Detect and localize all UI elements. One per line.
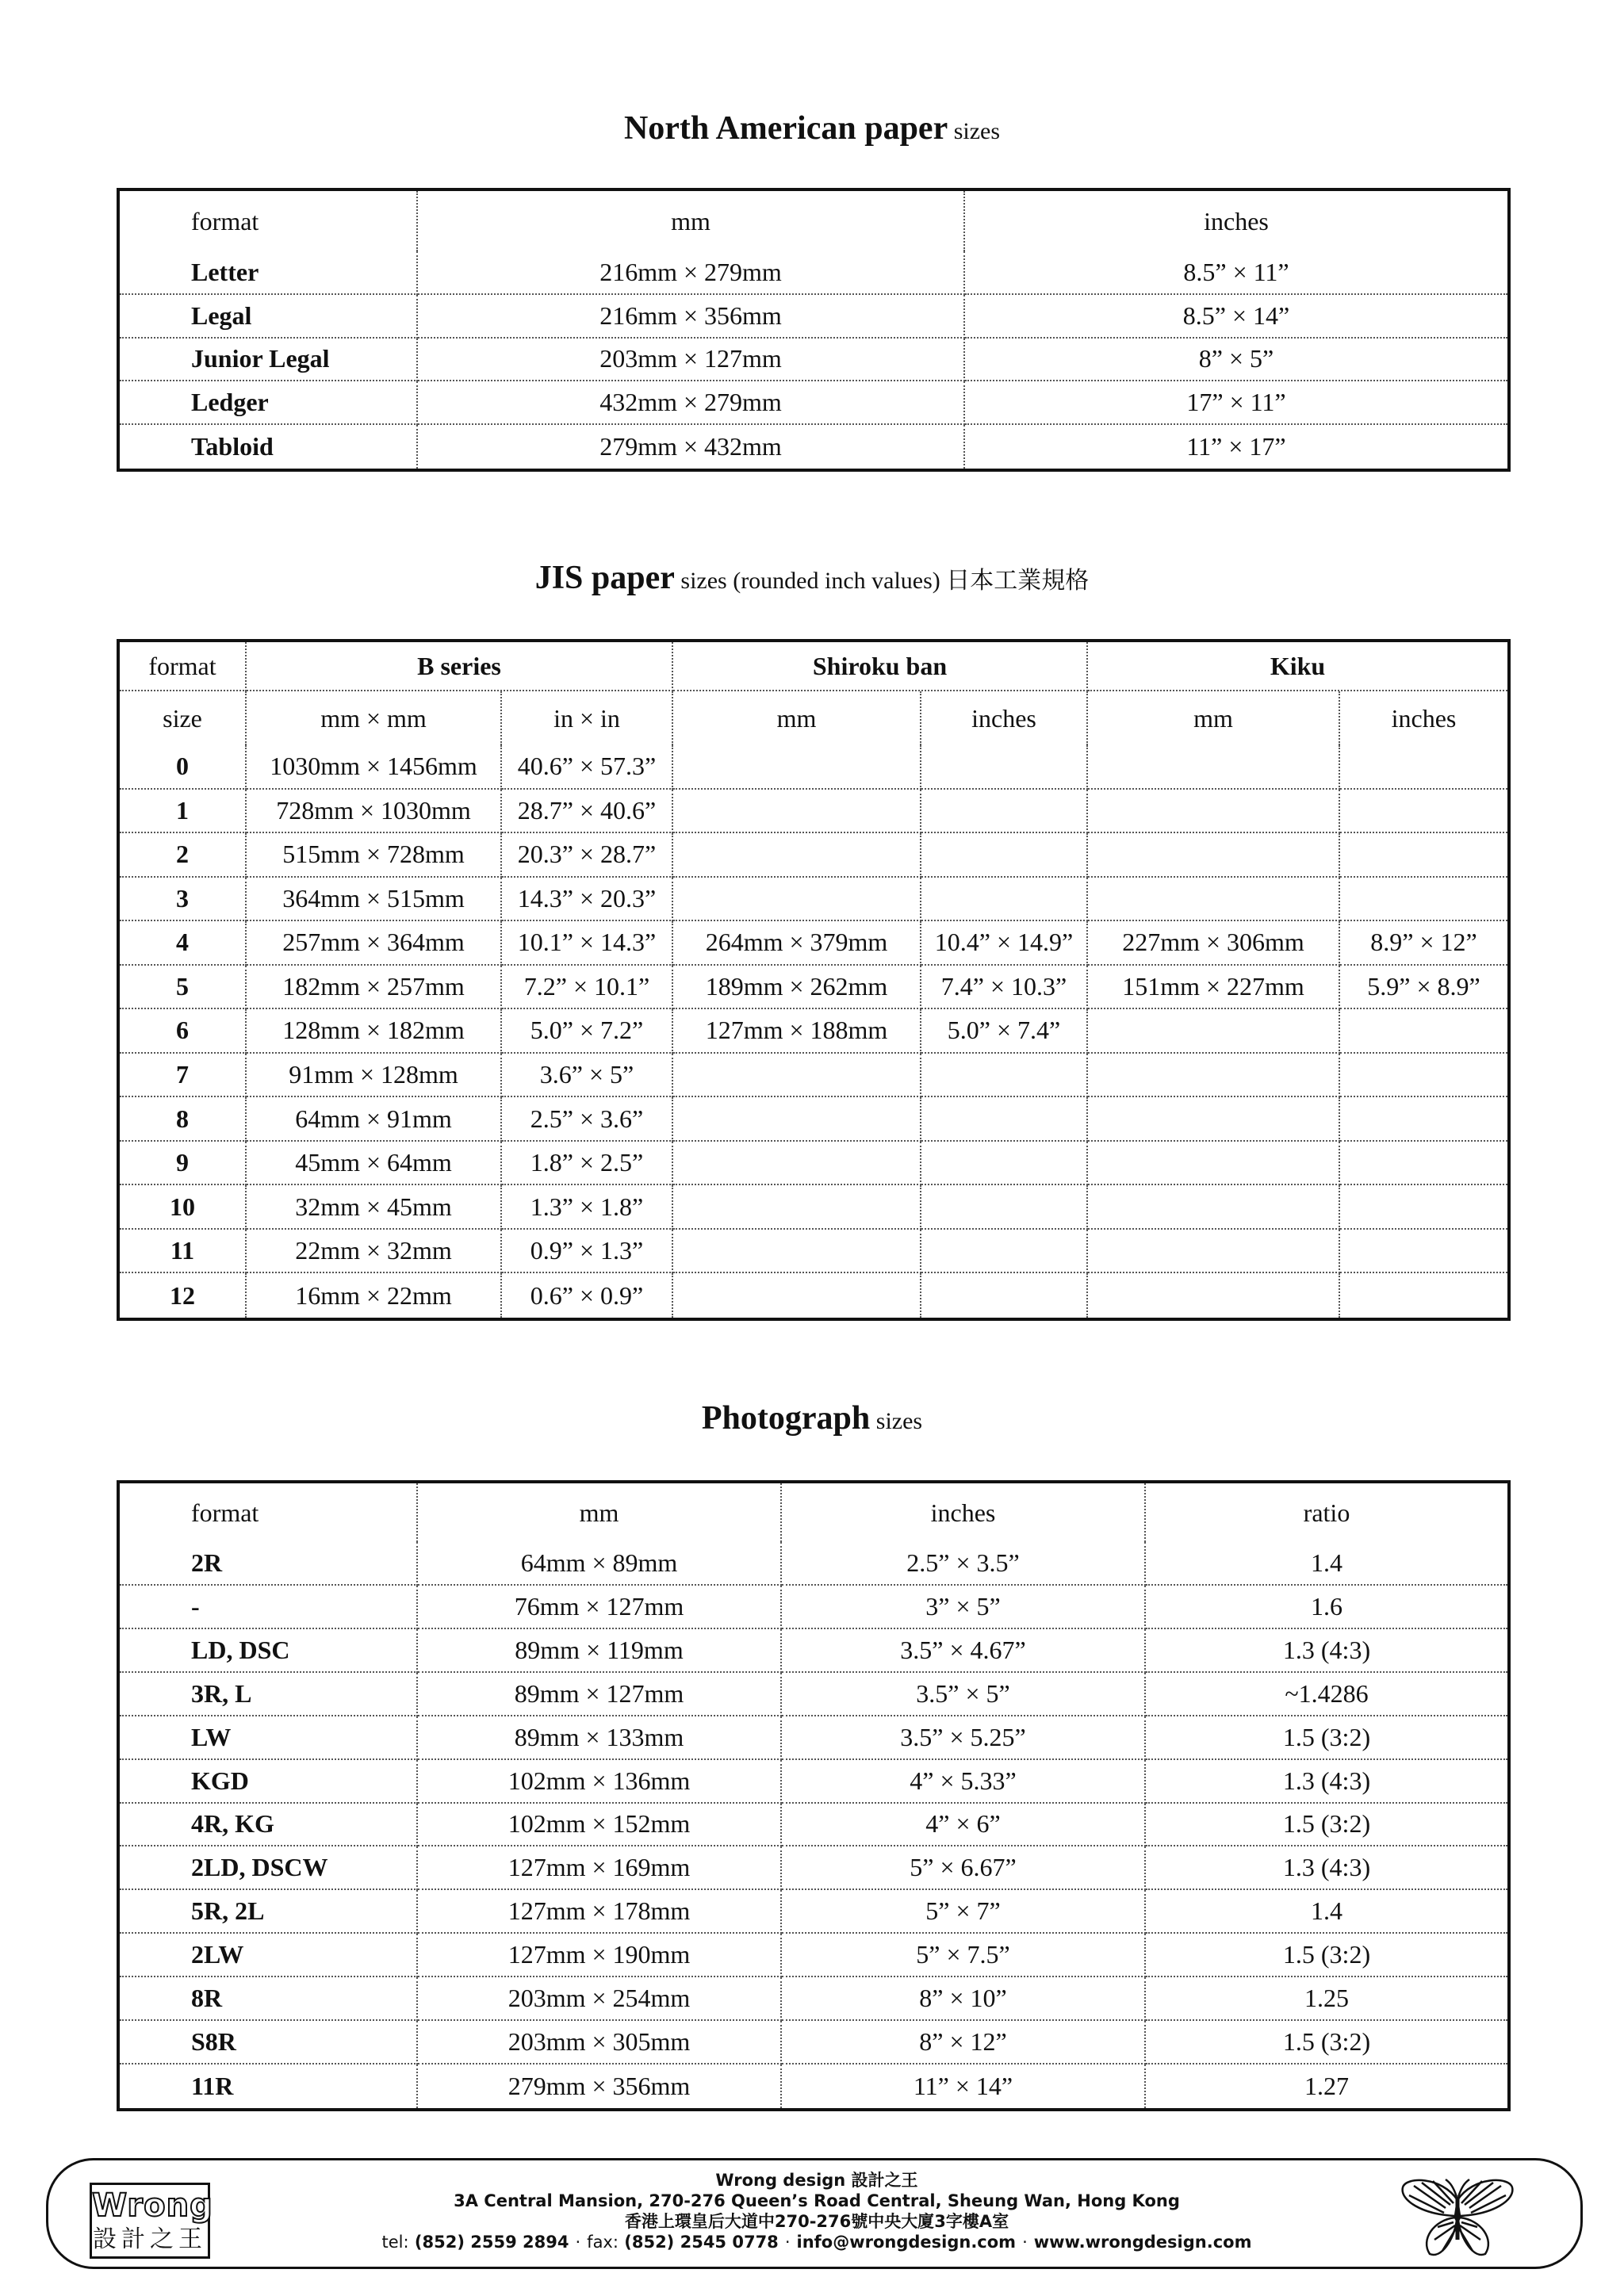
jis-group-header: format (120, 642, 247, 691)
photo-format-cell: KGD (120, 1760, 418, 1804)
jis-value-cell: 189mm × 262mm (673, 966, 921, 1010)
photo-format-cell: 3R, L (120, 1673, 418, 1716)
jis-sub-header: in × in (502, 691, 673, 745)
photo-value-cell: 1.4 (1146, 1890, 1507, 1934)
photo-value-cell: 203mm × 254mm (418, 1977, 782, 2021)
photo-format-cell: - (120, 1586, 418, 1629)
jis-size-cell: 12 (120, 1273, 247, 1318)
jis-value-cell (1340, 878, 1507, 922)
tel-number: (852) 2559 2894 (414, 2233, 569, 2252)
photo-title-suffix: sizes (870, 1408, 923, 1434)
jis-value-cell (673, 790, 921, 834)
jis-group-header: Shiroku ban (673, 642, 1088, 691)
jis-sub-header: mm (673, 691, 921, 745)
na-value-cell: 8” × 5” (965, 339, 1507, 382)
jis-value-cell (673, 1185, 921, 1230)
jis-size-cell: 0 (120, 745, 247, 790)
jis-value-cell: 128mm × 182mm (247, 1009, 502, 1054)
na-value-cell: 203mm × 127mm (418, 339, 965, 382)
jis-value-cell (1088, 1230, 1340, 1274)
jis-value-cell: 45mm × 64mm (247, 1142, 502, 1186)
jis-value-cell: 1.3” × 1.8” (502, 1185, 673, 1230)
photo-value-cell: 127mm × 190mm (418, 1934, 782, 1977)
footer (46, 2158, 1583, 2269)
na-value-cell: 8.5” × 14” (965, 295, 1507, 339)
jis-value-cell: 14.3” × 20.3” (502, 878, 673, 922)
photo-value-cell: 5” × 7.5” (782, 1934, 1146, 1977)
jis-value-cell: 64mm × 91mm (247, 1097, 502, 1142)
jis-value-cell (1340, 1230, 1507, 1274)
jis-value-cell (921, 1142, 1088, 1186)
jis-sub-header: mm (1088, 691, 1340, 745)
photo-header-cell: inches (782, 1483, 1146, 1542)
jis-sub-header: inches (1391, 703, 1457, 733)
na-format-cell: Letter (120, 251, 418, 295)
photo-header-cell: format (120, 1483, 418, 1542)
jis-sub-header: mm × mm (247, 691, 502, 745)
jis-value-cell (1340, 1009, 1507, 1054)
company-name: Wrong design 設計之王 (715, 2171, 918, 2190)
photo-title-main: Photograph (701, 1400, 871, 1437)
photo-value-cell: 89mm × 119mm (418, 1629, 782, 1673)
photo-value-cell: 3.5” × 4.67” (782, 1629, 1146, 1673)
photo-format-cell: 2LW (120, 1934, 418, 1977)
jis-value-cell: 16mm × 22mm (247, 1273, 502, 1318)
photo-format-cell: 4R, KG (120, 1804, 418, 1847)
jis-value-cell: 515mm × 728mm (247, 833, 502, 878)
jis-value-cell: 10.1” × 14.3” (502, 921, 673, 966)
jis-value-cell (673, 745, 921, 790)
photo-value-cell: 3.5” × 5.25” (782, 1716, 1146, 1760)
na-value-cell: 17” × 11” (965, 381, 1507, 425)
photo-value-cell: 4” × 6” (782, 1804, 1146, 1847)
jis-value-cell: 20.3” × 28.7” (502, 833, 673, 878)
jis-value-cell (1088, 1185, 1340, 1230)
jis-value-cell: 2.5” × 3.6” (502, 1097, 673, 1142)
photo-format-cell: LD, DSC (120, 1629, 418, 1673)
na-header-cell: inches (1204, 206, 1269, 235)
jis-size-cell: 7 (120, 1054, 247, 1098)
jis-value-cell: 1.8” × 2.5” (502, 1142, 673, 1186)
jis-value-cell (1088, 745, 1340, 790)
jis-value-cell: 32mm × 45mm (247, 1185, 502, 1230)
photo-value-cell: 89mm × 133mm (418, 1716, 782, 1760)
photo-format-cell: 5R, 2L (120, 1890, 418, 1934)
jis-size-cell: 3 (120, 878, 247, 922)
jis-value-cell: 127mm × 188mm (673, 1009, 921, 1054)
jis-value-cell: 151mm × 227mm (1088, 966, 1340, 1010)
photo-title (0, 1399, 1624, 1437)
photo-format-cell: 2LD, DSCW (120, 1846, 418, 1890)
jis-value-cell (1340, 1142, 1507, 1186)
photo-value-cell: 102mm × 152mm (418, 1804, 782, 1847)
na-value-cell: 432mm × 279mm (418, 381, 965, 425)
na-value-cell: 216mm × 279mm (418, 251, 965, 295)
photo-value-cell: 1.5 (3:2) (1146, 1716, 1507, 1760)
photo-value-cell: 89mm × 127mm (418, 1673, 782, 1716)
photo-value-cell: 1.5 (3:2) (1146, 1934, 1507, 1977)
jis-value-cell: 7.4” × 10.3” (921, 966, 1088, 1010)
jis-value-cell: 10.4” × 14.9” (921, 921, 1088, 966)
address-chinese: 香港上環皇后大道中270-276號中央大廈3字樓A室 (624, 2212, 1009, 2231)
jis-value-cell (1088, 1273, 1340, 1318)
photo-value-cell: 1.5 (3:2) (1146, 2021, 1507, 2064)
photo-value-cell: 1.3 (4:3) (1146, 1846, 1507, 1890)
photo-value-cell: 203mm × 305mm (418, 2021, 782, 2064)
photo-value-cell: ~1.4286 (1146, 1673, 1507, 1716)
photo-value-cell: 127mm × 178mm (418, 1890, 782, 1934)
photo-header-cell: ratio (1303, 1498, 1350, 1527)
photo-value-cell: 76mm × 127mm (418, 1586, 782, 1629)
jis-value-cell (1088, 1054, 1340, 1098)
jis-value-cell (1340, 790, 1507, 834)
jis-value-cell (921, 833, 1088, 878)
photo-value-cell: 102mm × 136mm (418, 1760, 782, 1804)
photo-value-cell: 1.25 (1146, 1977, 1507, 2021)
jis-value-cell (921, 1054, 1088, 1098)
photo-format-cell: 2R (120, 1542, 418, 1586)
jis-value-cell (921, 1230, 1088, 1274)
jis-size-cell: 6 (120, 1009, 247, 1054)
photo-value-cell: 1.3 (4:3) (1146, 1760, 1507, 1804)
jis-value-cell: 0.9” × 1.3” (502, 1230, 673, 1274)
jis-value-cell: 5.9” × 8.9” (1340, 966, 1507, 1010)
jis-size-cell: 10 (120, 1185, 247, 1230)
jis-size-cell: 5 (120, 966, 247, 1010)
photo-value-cell: 5” × 7” (782, 1890, 1146, 1934)
jis-value-cell (1340, 1097, 1507, 1142)
jis-size-cell: 1 (120, 790, 247, 834)
jis-value-cell: 257mm × 364mm (247, 921, 502, 966)
na-header-cell: mm (418, 191, 965, 251)
fax-label: fax: (587, 2233, 619, 2252)
jis-size-cell: 11 (120, 1230, 247, 1274)
contact-line: tel: (852) 2559 2894 · fax: (852) 2545 0778 · info@wrongdesign.com · www.wrongdesign.com (381, 2233, 1252, 2252)
jis-value-cell: 22mm × 32mm (247, 1230, 502, 1274)
fax-number: (852) 2545 0778 (624, 2233, 779, 2252)
jis-value-cell: 227mm × 306mm (1088, 921, 1340, 966)
jis-value-cell (1088, 1097, 1340, 1142)
na-value-cell: 8.5” × 11” (965, 251, 1507, 295)
photo-value-cell: 5” × 6.67” (782, 1846, 1146, 1890)
jis-value-cell (1340, 1054, 1507, 1098)
jis-size-cell: 8 (120, 1097, 247, 1142)
na-format-cell: Ledger (120, 381, 418, 425)
jis-title-main: JIS paper (534, 560, 675, 596)
jis-size-cell: 2 (120, 833, 247, 878)
na-format-cell: Legal (120, 295, 418, 339)
jis-value-cell (1088, 1142, 1340, 1186)
photo-value-cell: 64mm × 89mm (418, 1542, 782, 1586)
jis-value-cell (921, 1185, 1088, 1230)
photo-format-cell: 11R (120, 2064, 418, 2108)
na-format-cell: Junior Legal (120, 339, 418, 382)
photo-value-cell: 11” × 14” (782, 2064, 1146, 2108)
photo-format-cell: LW (120, 1716, 418, 1760)
jis-value-cell: 8.9” × 12” (1340, 921, 1507, 966)
photo-value-cell: 1.4 (1146, 1542, 1507, 1586)
photo-value-cell: 3.5” × 5” (782, 1673, 1146, 1716)
na-format-cell: Tabloid (120, 425, 418, 469)
photo-value-cell: 8” × 10” (782, 1977, 1146, 2021)
photo-header-cell: mm (418, 1483, 782, 1542)
jis-value-cell: 40.6” × 57.3” (502, 745, 673, 790)
jis-value-cell (1088, 878, 1340, 922)
website-link[interactable]: www.wrongdesign.com (1033, 2233, 1252, 2252)
logo-word: Wrong (92, 2187, 213, 2224)
logo-cjk: 設計之王 (93, 2226, 207, 2252)
jis-sub-header: inches (921, 691, 1088, 745)
jis-value-cell (921, 878, 1088, 922)
photo-value-cell: 279mm × 356mm (418, 2064, 782, 2108)
jis-value-cell: 7.2” × 10.1” (502, 966, 673, 1010)
north-american-table (117, 188, 1511, 472)
jis-size-cell: 4 (120, 921, 247, 966)
jis-value-cell (673, 1054, 921, 1098)
photo-value-cell: 4” × 5.33” (782, 1760, 1146, 1804)
jis-value-cell: 5.0” × 7.4” (921, 1009, 1088, 1054)
jis-sub-header: size (120, 691, 247, 745)
photo-value-cell: 3” × 5” (782, 1586, 1146, 1629)
jis-value-cell: 3.6” × 5” (502, 1054, 673, 1098)
jis-value-cell (921, 1273, 1088, 1318)
tel-label: tel: (381, 2233, 409, 2252)
jis-value-cell (921, 1097, 1088, 1142)
jis-value-cell (673, 1230, 921, 1274)
jis-value-cell (673, 878, 921, 922)
photograph-table (117, 1480, 1511, 2111)
photo-value-cell: 1.3 (4:3) (1146, 1629, 1507, 1673)
jis-value-cell (673, 1142, 921, 1186)
jis-group-header: B series (247, 642, 673, 691)
na-value-cell: 279mm × 432mm (418, 425, 965, 469)
north-american-title-main: North American paper (623, 110, 948, 147)
jis-table (117, 639, 1511, 1321)
jis-value-cell (1340, 1273, 1507, 1318)
photo-value-cell: 127mm × 169mm (418, 1846, 782, 1890)
jis-value-cell (1088, 790, 1340, 834)
jis-value-cell: 91mm × 128mm (247, 1054, 502, 1098)
jis-value-cell (921, 790, 1088, 834)
photo-format-cell: 8R (120, 1977, 418, 2021)
footer-info (48, 2170, 1585, 2252)
na-header-cell: format (120, 191, 418, 251)
jis-value-cell: 182mm × 257mm (247, 966, 502, 1010)
butterfly-icon (1398, 2176, 1517, 2259)
jis-value-cell (1340, 745, 1507, 790)
photo-value-cell: 1.6 (1146, 1586, 1507, 1629)
jis-value-cell: 5.0” × 7.2” (502, 1009, 673, 1054)
email-link[interactable]: info@wrongdesign.com (796, 2233, 1017, 2252)
jis-value-cell (673, 1097, 921, 1142)
jis-value-cell (1088, 1009, 1340, 1054)
jis-value-cell: 28.7” × 40.6” (502, 790, 673, 834)
jis-value-cell: 364mm × 515mm (247, 878, 502, 922)
north-american-title (0, 109, 1624, 147)
jis-value-cell (673, 1273, 921, 1318)
jis-value-cell (921, 745, 1088, 790)
na-value-cell: 216mm × 356mm (418, 295, 965, 339)
jis-value-cell (673, 833, 921, 878)
na-value-cell: 11” × 17” (1186, 432, 1286, 461)
jis-value-cell (1340, 833, 1507, 878)
jis-value-cell: 1030mm × 1456mm (247, 745, 502, 790)
photo-value-cell: 2.5” × 3.5” (782, 1542, 1146, 1586)
jis-size-cell: 9 (120, 1142, 247, 1186)
jis-group-header: Kiku (1088, 642, 1507, 691)
north-american-title-suffix: sizes (948, 118, 1001, 144)
jis-value-cell: 264mm × 379mm (673, 921, 921, 966)
jis-title (0, 559, 1624, 597)
jis-value-cell (1340, 1185, 1507, 1230)
photo-value-cell: 1.27 (1304, 2072, 1349, 2101)
address-english: 3A Central Mansion, 270-276 Queen’s Road Central, Sheung Wan, Hong Kong (454, 2191, 1180, 2210)
jis-value-cell: 0.6” × 0.9” (502, 1273, 673, 1318)
jis-value-cell (1088, 833, 1340, 878)
photo-format-cell: S8R (120, 2021, 418, 2064)
jis-value-cell: 728mm × 1030mm (247, 790, 502, 834)
photo-value-cell: 1.5 (3:2) (1146, 1804, 1507, 1847)
jis-title-suffix: sizes (rounded inch values) 日本工業規格 (674, 568, 1090, 594)
photo-value-cell: 8” × 12” (782, 2021, 1146, 2064)
